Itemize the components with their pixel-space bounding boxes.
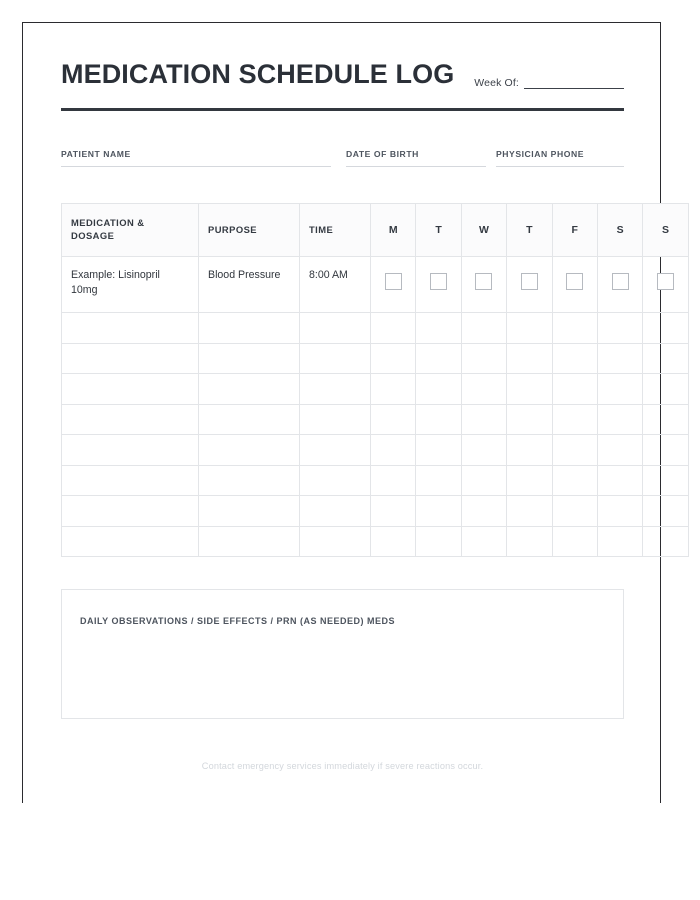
- patient-name-label: PATIENT NAME: [61, 149, 131, 159]
- cell-blank-checkbox[interactable]: [643, 343, 688, 374]
- cell-blank-checkbox[interactable]: [597, 343, 642, 374]
- cell-blank-checkbox[interactable]: [643, 374, 688, 405]
- cell-blank-checkbox[interactable]: [371, 496, 416, 527]
- cell-blank-checkbox[interactable]: [597, 313, 642, 344]
- checkbox-icon[interactable]: [657, 273, 674, 290]
- cell-blank-entry[interactable]: [300, 404, 371, 435]
- cell-blank-checkbox[interactable]: [507, 404, 552, 435]
- column-header-medication: MEDICATION & DOSAGE: [62, 204, 199, 257]
- patient-name-field[interactable]: [61, 149, 331, 167]
- footer-disclaimer: Contact emergency services immediately if severe reactions occur.: [201, 761, 484, 771]
- cell-blank-checkbox[interactable]: [552, 374, 597, 405]
- cell-blank-entry[interactable]: [62, 374, 199, 405]
- cell-blank-entry[interactable]: [199, 404, 300, 435]
- cell-blank-entry[interactable]: [62, 404, 199, 435]
- cell-blank-checkbox[interactable]: [552, 343, 597, 374]
- physician-phone-label: PHYSICIAN PHONE: [496, 149, 584, 159]
- patient-name-input[interactable]: [61, 165, 331, 167]
- cell-medication[interactable]: [62, 257, 199, 313]
- column-header-day-saturday: S: [597, 204, 642, 257]
- cell-blank-checkbox[interactable]: [461, 374, 506, 405]
- cell-blank-checkbox[interactable]: [507, 465, 552, 496]
- cell-blank-checkbox[interactable]: [371, 343, 416, 374]
- cell-blank-entry[interactable]: [300, 435, 371, 466]
- table-row-blank[interactable]: [62, 465, 689, 496]
- cell-blank-entry[interactable]: [300, 374, 371, 405]
- cell-blank-checkbox[interactable]: [371, 435, 416, 466]
- physician-phone-input[interactable]: [496, 165, 624, 167]
- cell-blank-entry[interactable]: [300, 496, 371, 527]
- cell-blank-entry[interactable]: [62, 526, 199, 557]
- checkbox-icon[interactable]: [475, 273, 492, 290]
- medication-schedule-table: [61, 203, 689, 557]
- cell-blank-checkbox[interactable]: [371, 404, 416, 435]
- cell-medication-text: Example: Lisinopril 10mg: [71, 269, 160, 297]
- column-header-day-friday: F: [552, 204, 597, 257]
- cell-blank-entry[interactable]: [199, 313, 300, 344]
- cell-blank-checkbox[interactable]: [643, 465, 688, 496]
- cell-blank-checkbox[interactable]: [597, 526, 642, 557]
- table-header-row: [62, 204, 689, 257]
- table-row-blank[interactable]: [62, 435, 689, 466]
- table-row-example[interactable]: [62, 257, 689, 313]
- cell-blank-entry[interactable]: [199, 374, 300, 405]
- title-divider: [61, 108, 624, 111]
- observations-box[interactable]: [61, 589, 624, 719]
- cell-blank-checkbox[interactable]: [507, 313, 552, 344]
- cell-blank-checkbox[interactable]: [552, 496, 597, 527]
- cell-blank-checkbox[interactable]: [416, 435, 461, 466]
- column-header-time: TIME: [300, 204, 371, 257]
- cell-blank-checkbox[interactable]: [461, 313, 506, 344]
- column-header-day-thursday: T: [507, 204, 552, 257]
- column-header-day-monday: M: [371, 204, 416, 257]
- cell-blank-checkbox[interactable]: [643, 496, 688, 527]
- cell-blank-checkbox[interactable]: [507, 374, 552, 405]
- cell-blank-checkbox[interactable]: [507, 435, 552, 466]
- cell-blank-entry[interactable]: [199, 343, 300, 374]
- table-body: [62, 257, 689, 313]
- cell-blank-entry[interactable]: [300, 526, 371, 557]
- cell-checkbox-monday[interactable]: [371, 257, 416, 313]
- patient-info-fields: [61, 149, 624, 177]
- checkbox-icon[interactable]: [385, 273, 402, 290]
- cell-blank-checkbox[interactable]: [507, 526, 552, 557]
- cell-blank-checkbox[interactable]: [416, 374, 461, 405]
- document-page: [22, 22, 670, 803]
- date-of-birth-label: DATE OF BIRTH: [346, 149, 419, 159]
- cell-blank-entry[interactable]: [62, 496, 199, 527]
- cell-purpose[interactable]: [199, 257, 300, 313]
- cell-checkbox-tuesday[interactable]: [416, 257, 461, 313]
- cell-blank-entry[interactable]: [300, 465, 371, 496]
- column-header-day-wednesday: W: [461, 204, 506, 257]
- table-header: [62, 204, 689, 257]
- week-of-label: Week Of:: [474, 77, 519, 89]
- column-header-day-sunday: S: [643, 204, 688, 257]
- cell-blank-checkbox[interactable]: [461, 496, 506, 527]
- table-row-blank[interactable]: [62, 496, 689, 527]
- checkbox-icon[interactable]: [521, 273, 538, 290]
- physician-phone-field[interactable]: [496, 149, 624, 167]
- cell-blank-entry[interactable]: [62, 465, 199, 496]
- table-row-blank[interactable]: [62, 313, 689, 344]
- cell-blank-checkbox[interactable]: [552, 404, 597, 435]
- cell-blank-entry[interactable]: [62, 313, 199, 344]
- cell-blank-checkbox[interactable]: [461, 465, 506, 496]
- cell-blank-checkbox[interactable]: [552, 313, 597, 344]
- cell-checkbox-friday[interactable]: [552, 257, 597, 313]
- cell-blank-entry[interactable]: [199, 435, 300, 466]
- cell-blank-checkbox[interactable]: [416, 465, 461, 496]
- page-content: [61, 23, 670, 771]
- cell-blank-checkbox[interactable]: [552, 526, 597, 557]
- cell-checkbox-wednesday[interactable]: [461, 257, 506, 313]
- cell-blank-checkbox[interactable]: [643, 404, 688, 435]
- cell-blank-checkbox[interactable]: [416, 313, 461, 344]
- cell-blank-checkbox[interactable]: [643, 313, 688, 344]
- cell-blank-checkbox[interactable]: [461, 526, 506, 557]
- cell-blank-entry[interactable]: [300, 343, 371, 374]
- checkbox-icon[interactable]: [612, 273, 629, 290]
- table-row-blank[interactable]: [62, 343, 689, 374]
- checkbox-icon[interactable]: [566, 273, 583, 290]
- cell-blank-checkbox[interactable]: [371, 313, 416, 344]
- cell-blank-checkbox[interactable]: [416, 526, 461, 557]
- cell-blank-checkbox[interactable]: [597, 404, 642, 435]
- cell-checkbox-thursday[interactable]: [507, 257, 552, 313]
- document-header: [61, 55, 624, 111]
- cell-blank-checkbox[interactable]: [507, 496, 552, 527]
- cell-blank-checkbox[interactable]: [416, 343, 461, 374]
- table-row-blank[interactable]: [62, 374, 689, 405]
- cell-checkbox-sunday[interactable]: [643, 257, 688, 313]
- cell-blank-checkbox[interactable]: [371, 465, 416, 496]
- checkbox-icon[interactable]: [430, 273, 447, 290]
- cell-blank-checkbox[interactable]: [371, 526, 416, 557]
- cell-blank-checkbox[interactable]: [371, 374, 416, 405]
- cell-blank-checkbox[interactable]: [416, 404, 461, 435]
- cell-checkbox-saturday[interactable]: [597, 257, 642, 313]
- cell-blank-entry[interactable]: [62, 343, 199, 374]
- cell-blank-entry[interactable]: [199, 465, 300, 496]
- observations-label: DAILY OBSERVATIONS / SIDE EFFECTS / PRN (AS NEEDED) MEDS: [80, 616, 396, 626]
- cell-blank-checkbox[interactable]: [416, 496, 461, 527]
- cell-blank-checkbox[interactable]: [643, 435, 688, 466]
- cell-blank-entry[interactable]: [199, 526, 300, 557]
- cell-time-text: 8:00 AM: [309, 269, 348, 281]
- cell-blank-entry[interactable]: [300, 313, 371, 344]
- cell-blank-checkbox[interactable]: [507, 343, 552, 374]
- cell-blank-checkbox[interactable]: [597, 374, 642, 405]
- cell-blank-checkbox[interactable]: [461, 343, 506, 374]
- cell-blank-entry[interactable]: [62, 435, 199, 466]
- cell-blank-checkbox[interactable]: [552, 465, 597, 496]
- cell-blank-checkbox[interactable]: [461, 435, 506, 466]
- week-of-field[interactable]: [474, 77, 624, 89]
- date-of-birth-field[interactable]: [346, 149, 486, 167]
- cell-blank-checkbox[interactable]: [597, 496, 642, 527]
- column-header-purpose: PURPOSE: [199, 204, 300, 257]
- cell-blank-checkbox[interactable]: [552, 435, 597, 466]
- date-of-birth-input[interactable]: [346, 165, 486, 167]
- table-row-blank[interactable]: [62, 404, 689, 435]
- cell-blank-entry[interactable]: [199, 496, 300, 527]
- week-of-input-line[interactable]: [524, 77, 624, 89]
- cell-blank-checkbox[interactable]: [597, 435, 642, 466]
- table-blank-rows: [62, 313, 689, 557]
- cell-time[interactable]: [300, 257, 371, 313]
- cell-purpose-text: Blood Pressure: [208, 269, 281, 281]
- column-header-day-tuesday: T: [416, 204, 461, 257]
- cell-blank-checkbox[interactable]: [643, 526, 688, 557]
- page-title: MEDICATION SCHEDULE LOG: [61, 59, 455, 89]
- cell-blank-checkbox[interactable]: [461, 404, 506, 435]
- table-row-blank[interactable]: [62, 526, 689, 557]
- cell-blank-checkbox[interactable]: [597, 465, 642, 496]
